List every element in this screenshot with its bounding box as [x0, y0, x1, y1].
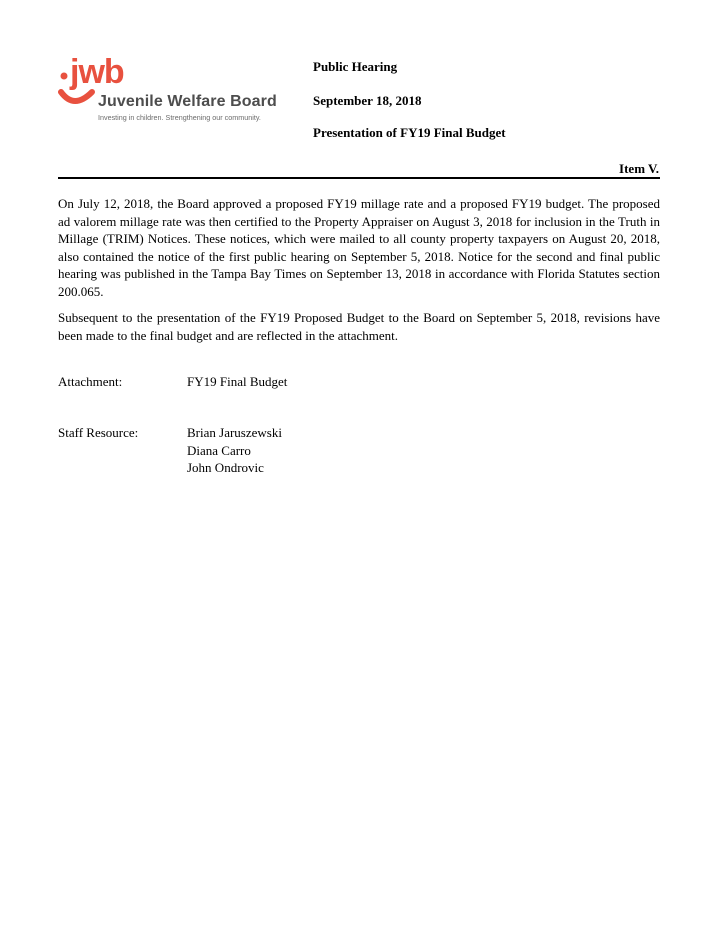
staff-list	[187, 424, 282, 477]
header-divider	[58, 177, 660, 179]
staff-name: Brian Jaruszewski	[187, 425, 282, 440]
meeting-date: September 18, 2018	[313, 93, 422, 108]
staff-label: Staff Resource:	[58, 425, 139, 440]
item-number: Item V.	[619, 161, 659, 176]
staff-name: John Ondrovic	[187, 460, 264, 476]
attachment-label: Attachment:	[58, 374, 123, 389]
logo-wordmark: Juvenile Welfare Board	[98, 93, 277, 110]
staff-name: Diana Carro	[187, 442, 251, 458]
logo-tagline: Investing in children. Strengthening our community.	[98, 113, 261, 122]
attachment-value: FY19 Final Budget	[187, 374, 288, 389]
meeting-type: Public Hearing	[313, 59, 398, 74]
body-paragraph-2: Subsequent to the presentation of the FY19 Proposed Budget to the Board on September 5, 2018, revisions have been made to the final budget and are reflected in the attachment.	[58, 310, 660, 343]
jwb-logo	[58, 53, 298, 126]
body-paragraph-1: On July 12, 2018, the Board approved a proposed FY19 millage rate and a proposed FY19 budget. The proposed ad valorem millage rate was then certified to the Property Appraiser on August 3, 2018 for inclusion in the Truth in Millage (TRIM) Notices. These notices, which were mailed to all county property taxpayers on August 20, 2018, also contained the notice of the first public hearing on September 5, 2018. Notice for the second and final public hearing was published in the Tampa Bay Times on September 13, 2018 in accordance with Florida Statutes section 200.065.	[58, 196, 660, 299]
presentation-title: Presentation of FY19 Final Budget	[313, 125, 506, 140]
logo-mark: jwb	[70, 53, 124, 91]
